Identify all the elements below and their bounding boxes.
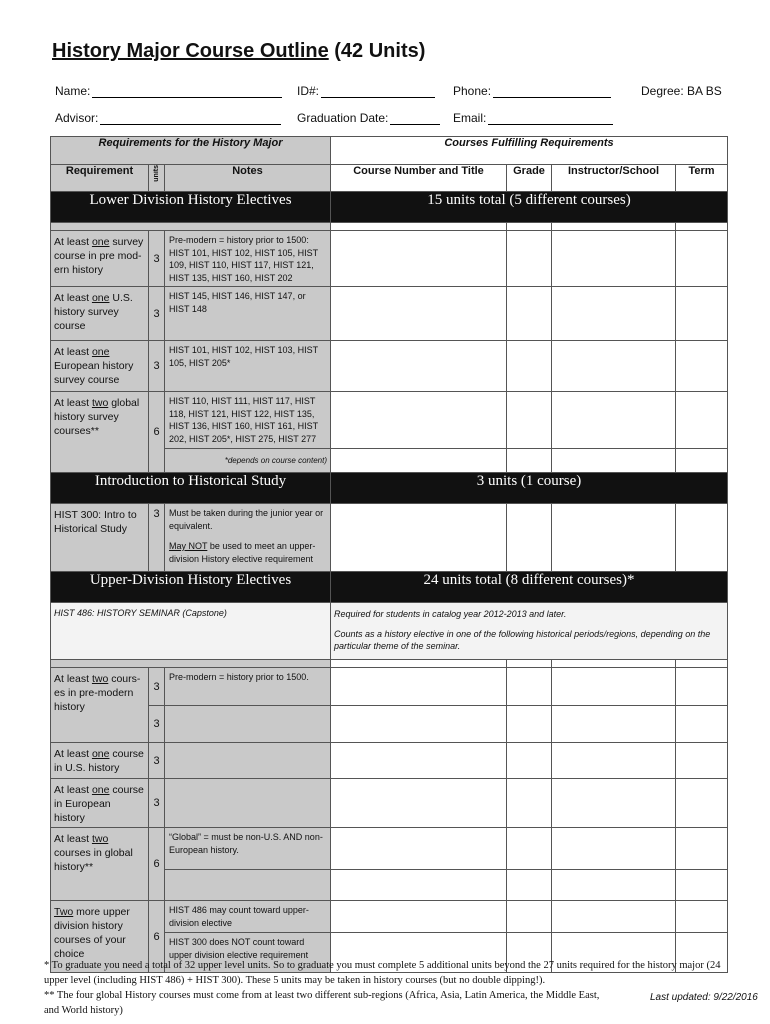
course-entry[interactable]	[331, 504, 507, 572]
id-field[interactable]: ID#:	[297, 84, 435, 98]
term-entry[interactable]	[676, 706, 728, 743]
notes-cell: Pre-modern = history prior to 1500: HIST 101, HIST 102, HIST 105, HIST 109, HIST 110, HIST 117, HIST 121, HIST 135, HIST 160, HIST 202	[165, 231, 331, 287]
grade-entry[interactable]	[507, 231, 552, 287]
notes-cell: Pre-modern = history prior to 1500.	[165, 668, 331, 706]
grade-entry[interactable]	[507, 743, 552, 779]
section-title: Lower Division History Electives	[51, 192, 331, 223]
term-entry[interactable]	[676, 287, 728, 341]
term-entry[interactable]	[676, 392, 728, 449]
table-row: At least two courses in global history** 6 “Global” = must be non-U.S. AND non-European history.	[51, 828, 728, 870]
upper-division-section	[51, 572, 728, 603]
instructor-entry[interactable]	[552, 779, 676, 828]
grade-entry[interactable]	[507, 287, 552, 341]
notes-cell: HIST 110, HIST 111, HIST 117, HIST 118, HIST 121, HIST 122, HIST 135, HIST 136, HIST 160, HIST 161, HIST 202, HIST 205*, HIST 275, HIST 277	[165, 392, 331, 449]
name-field[interactable]: Name:	[55, 84, 282, 98]
instructor-entry[interactable]	[552, 668, 676, 706]
section-title: Upper-Division History Electives	[51, 572, 331, 603]
grade-entry[interactable]	[507, 706, 552, 743]
requirement-cell: At least one course in U.S. history	[51, 743, 149, 779]
table-row: At least one survey course in pre mod-ern history 3 Pre-modern = history prior to 1500: HIST 101, HIST 102, HIST 105, HIST 109, HIST 110, HIST 117, HIST 121, HIST 135, HIST 160, HIST 202	[51, 231, 728, 287]
notes-col-header: Notes	[165, 165, 331, 192]
table-row: At least one course in European history 3	[51, 779, 728, 828]
grade-entry[interactable]	[507, 779, 552, 828]
grade-entry[interactable]	[507, 901, 552, 933]
course-entry[interactable]	[331, 779, 507, 828]
seminar-requirement: HIST 486: HISTORY SEMINAR (Capstone)	[51, 603, 331, 660]
seminar-row	[51, 603, 728, 660]
instructor-entry[interactable]	[552, 449, 676, 473]
grade-entry[interactable]	[507, 341, 552, 392]
instructor-entry[interactable]	[552, 743, 676, 779]
term-entry[interactable]	[676, 901, 728, 933]
footnote-2: ** The four global History courses must come from at least two different sub-regions (Africa, Asia, Latin America, the Middle East, and World history)	[44, 990, 600, 1016]
requirements-header: Requirements for the History Major	[51, 137, 331, 165]
email-field[interactable]: Email:	[453, 111, 613, 125]
course-col-header: Course Number and Title	[331, 165, 507, 192]
requirement-cell: At least one survey course in pre mod-ern history	[51, 231, 149, 287]
requirement-col-header: Requirement	[51, 165, 149, 192]
grade-entry[interactable]	[507, 668, 552, 706]
footnote-1: * To graduate you need a total of 32 upper level units. So to graduate you must complete 5 additional units beyond the 27 units required for the history major (24 upper level (including HIST 486) + HIST 300). These 5 units may be taken in history courses (but no double dipping!).	[44, 960, 721, 986]
notes-cell: “Global” = must be non-U.S. AND non-European history.	[165, 828, 331, 870]
instructor-entry[interactable]	[552, 231, 676, 287]
requirement-cell: At least one European history survey course	[51, 341, 149, 392]
term-entry[interactable]	[676, 449, 728, 473]
instructor-entry[interactable]	[552, 392, 676, 449]
grade-col-header: Grade	[507, 165, 552, 192]
section-total: 24 units total (8 different courses)*	[331, 572, 728, 603]
term-entry[interactable]	[676, 231, 728, 287]
phone-field[interactable]: Phone:	[453, 84, 611, 98]
table-row: Two more upper division history courses of your choice 6 HIST 486 may count toward upper-division elective	[51, 901, 728, 933]
footnotes	[44, 958, 726, 1018]
term-entry[interactable]	[676, 341, 728, 392]
notes-cell: Must be taken during the junior year or equivalent. May NOT be used to meet an upper-division History elective requirement	[165, 504, 331, 572]
table-row: At least one U.S. history survey course 3 HIST 145, HIST 146, HIST 147, or HIST 148	[51, 287, 728, 341]
section-total: 3 units (1 course)	[331, 473, 728, 504]
grade-entry[interactable]	[507, 828, 552, 870]
table-row: At least two cours-es in pre-modern history 3 Pre-modern = history prior to 1500.	[51, 668, 728, 706]
table-row: At least two global history survey courses** 6 HIST 110, HIST 111, HIST 117, HIST 118, HIST 121, HIST 122, HIST 135, HIST 136, HIST 160, HIST 161, HIST 202, HIST 205*, HIST 275, HIST 277	[51, 392, 728, 449]
table-row: At least one European history survey course 3 HIST 101, HIST 102, HIST 103, HIST 105, HIST 205*	[51, 341, 728, 392]
notes-cell: HIST 145, HIST 146, HIST 147, or HIST 148	[165, 287, 331, 341]
advisor-field[interactable]: Advisor:	[55, 111, 281, 125]
lower-division-section	[51, 192, 728, 223]
table-row: 3	[51, 706, 728, 743]
requirement-cell: At least one course in European history	[51, 779, 149, 828]
grade-entry[interactable]	[507, 449, 552, 473]
requirement-cell: Two more upper division history courses of your choice	[51, 901, 149, 973]
course-entry[interactable]	[331, 828, 507, 870]
term-entry[interactable]	[676, 870, 728, 901]
course-outline-table	[50, 136, 728, 973]
term-col-header: Term	[676, 165, 728, 192]
section-title: Introduction to Historical Study	[51, 473, 331, 504]
section-total: 15 units total (5 different courses)	[331, 192, 728, 223]
course-entry[interactable]	[331, 287, 507, 341]
page-title: History Major Course Outline (42 Units)	[52, 40, 426, 62]
footnote-note: *depends on course content)	[165, 449, 331, 473]
grade-entry[interactable]	[507, 504, 552, 572]
instructor-col-header: Instructor/School	[552, 165, 676, 192]
instructor-entry[interactable]	[552, 287, 676, 341]
courses-header: Courses Fulfilling Requirements	[331, 137, 728, 165]
table-row: HIST 300: Intro to Historical Study 3 Must be taken during the junior year or equivalent. May NOT be used to meet an upper-division History elective requirement	[51, 504, 728, 572]
intro-section	[51, 473, 728, 504]
degree-field[interactable]: Degree: BA BS	[641, 84, 722, 98]
grade-entry[interactable]	[507, 392, 552, 449]
notes-cell: HIST 300 does NOT count toward upper division elective requirement	[165, 933, 331, 973]
instructor-entry[interactable]	[552, 341, 676, 392]
notes-cell: HIST 486 may count toward upper-division elective	[165, 901, 331, 933]
term-entry[interactable]	[676, 504, 728, 572]
course-entry[interactable]	[331, 706, 507, 743]
course-entry[interactable]	[331, 901, 507, 933]
requirement-cell: At least two global history survey courses**	[51, 392, 149, 473]
course-entry[interactable]	[331, 231, 507, 287]
grade-entry[interactable]	[507, 870, 552, 901]
units-col-header: units	[149, 165, 165, 192]
term-entry[interactable]	[676, 743, 728, 779]
instructor-entry[interactable]	[552, 504, 676, 572]
term-entry[interactable]	[676, 779, 728, 828]
last-updated: Last updated: 9/22/2016	[650, 992, 758, 1003]
course-entry[interactable]	[331, 870, 507, 901]
instructor-entry[interactable]	[552, 828, 676, 870]
course-entry[interactable]	[331, 743, 507, 779]
course-entry[interactable]	[331, 668, 507, 706]
graduation-date-field[interactable]: Graduation Date:	[297, 111, 440, 125]
seminar-notes: Required for students in catalog year 2012-2013 and later. Counts as a history elective in one of the following historical periods/regions, depending on the particular theme of the seminar.	[331, 603, 728, 660]
requirement-cell: HIST 300: Intro to Historical Study	[51, 504, 149, 572]
requirement-cell: At least two courses in global history**	[51, 828, 149, 901]
course-entry[interactable]	[331, 449, 507, 473]
requirement-cell: At least two cours-es in pre-modern history	[51, 668, 149, 743]
table-row: At least one course in U.S. history 3	[51, 743, 728, 779]
notes-cell: HIST 101, HIST 102, HIST 103, HIST 105, HIST 205*	[165, 341, 331, 392]
course-entry[interactable]	[331, 392, 507, 449]
instructor-entry[interactable]	[552, 870, 676, 901]
term-entry[interactable]	[676, 668, 728, 706]
instructor-entry[interactable]	[552, 706, 676, 743]
requirement-cell: At least one U.S. history survey course	[51, 287, 149, 341]
course-entry[interactable]	[331, 341, 507, 392]
term-entry[interactable]	[676, 828, 728, 870]
instructor-entry[interactable]	[552, 901, 676, 933]
